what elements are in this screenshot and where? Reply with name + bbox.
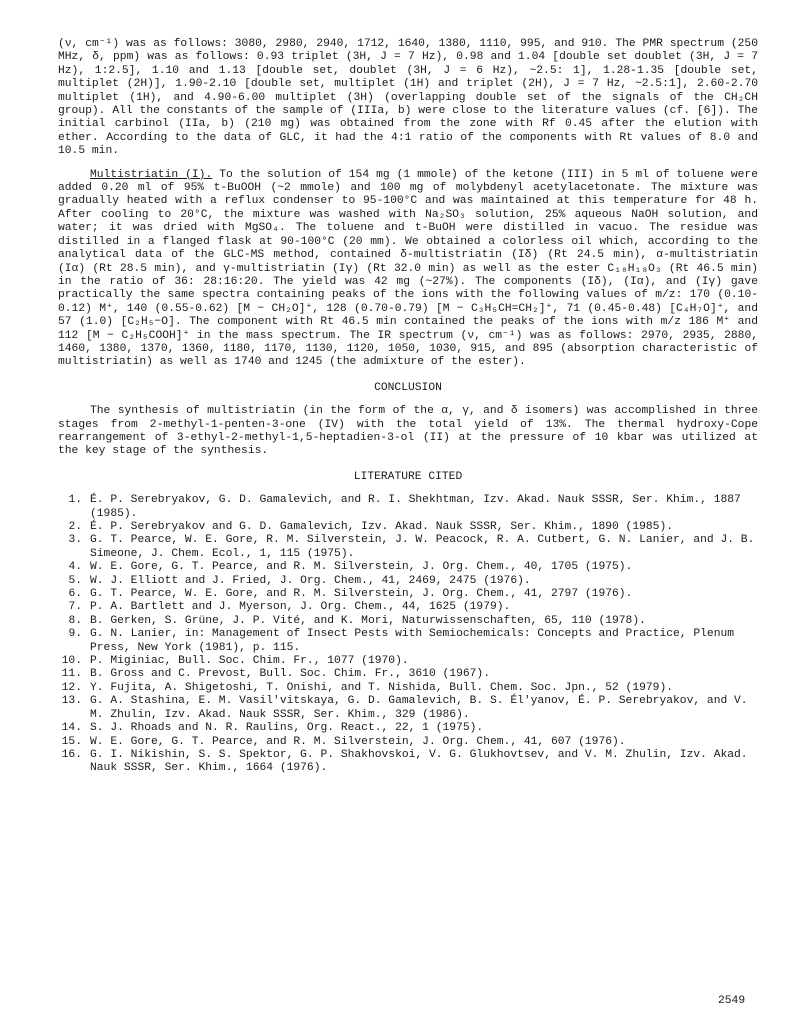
reference-item bbox=[58, 521, 758, 534]
reference-item bbox=[58, 695, 758, 722]
reference-number: 1. bbox=[68, 494, 82, 507]
reference-item bbox=[58, 655, 758, 668]
reference-number: 11. bbox=[61, 668, 82, 681]
reference-text: B. Gross and C. Prevost, Bull. Soc. Chim. Fr., 3610 (1967). bbox=[90, 668, 490, 681]
reference-item bbox=[58, 561, 758, 574]
reference-text: B. Gerken, S. Grüne, J. P. Vité, and K. Mori, Naturwissenschaften, 65, 110 (1978). bbox=[90, 614, 646, 627]
literature-cited-heading: LITERATURE CITED bbox=[353, 470, 463, 483]
reference-item bbox=[58, 494, 758, 521]
reference-item bbox=[58, 628, 758, 655]
reference-text: Y. Fujita, A. Shigetoshi, T. Onishi, and T. Nishida, Bull. Chem. Soc. Jpn., 52 (1979). bbox=[90, 681, 674, 694]
reference-text: W. E. Gore, G. T. Pearce, and R. M. Silverstein, J. Org. Chem., 40, 1705 (1975). bbox=[90, 561, 633, 574]
reference-item bbox=[58, 722, 758, 735]
multistriatin-run-in-title: Multistriatin (I). bbox=[90, 168, 213, 181]
reference-text: P. Miginiac, Bull. Soc. Chim. Fr., 1077 (1970). bbox=[90, 655, 409, 668]
reference-item bbox=[58, 749, 758, 776]
conclusion-paragraph: The synthesis of multistriatin (in the form of the α, γ, and δ isomers) was accomplished in three stages from 2-methyl-1-penten-3-one (IV) with the total yield of 13%. The thermal hydroxy-Cope rearrangement of 3-ethyl-2-methyl-1,5-heptadien-3-ol (II) at the pressure of 10 kbar was utilized at the key stage of the synthesis. bbox=[58, 405, 758, 458]
reference-number: 10. bbox=[61, 655, 82, 668]
experimental-paragraph-continued: (ν, cm⁻¹) was as follows: 3080, 2980, 2940, 1712, 1640, 1380, 1110, 995, and 910. The PMR spectrum (250 MHz, δ, ppm) was as follows: 0.93 triplet (3H, J = 7 Hz), 0.98 and 1.04 [double set doublet (3H, J = 7 Hz), 1:2.5], 1.10 and 1.13 [double set, doublet (3H, J = 6 Hz), ~2.5: 1], 1.28-1.35 [double set, multiplet (2H)], 1.90-2.10 [double set, multiplet (1H) and triplet (2H), J = 7 Hz, ~2.5:1], 2.60-2.70 multiplet (1H), and 4.90-6.00 multiplet (3H) (overlapping double set of the signals of the CH₂CH group). All the constants of the sample of (IIIa, b) were close to the literature values (cf. [6]). The initial carbinol (IIa, b) (210 mg) was obtained from the zone with Rf 0.45 after the elution with ether. According to the data of GLC, it had the 4:1 ratio of the components with Rt values of 8.0 and 10.5 min. bbox=[58, 38, 758, 158]
reference-item bbox=[58, 588, 758, 601]
reference-text: W. E. Gore, G. T. Pearce, and R. M. Silverstein, J. Org. Chem., 41, 607 (1976). bbox=[90, 735, 626, 748]
reference-text: É. P. Serebryakov, G. D. Gamalevich, and R. I. Shekhtman, Izv. Akad. Nauk SSSR, Ser. Khim., 1887 (1985). bbox=[90, 494, 741, 520]
reference-item bbox=[58, 615, 758, 628]
reference-number: 3. bbox=[68, 534, 82, 547]
reference-item bbox=[58, 668, 758, 681]
page-number: 2549 bbox=[718, 995, 746, 1007]
reference-number: 7. bbox=[68, 601, 82, 614]
reference-number: 5. bbox=[68, 574, 82, 587]
reference-text: S. J. Rhoads and N. R. Raulins, Org. React., 22, 1 (1975). bbox=[90, 722, 484, 735]
multistriatin-paragraph bbox=[58, 169, 758, 370]
reference-text: G. N. Lanier, in: Management of Insect Pests with Semiochemicals: Concepts and Practice, Plenum Press, New York (1981), p. 115. bbox=[90, 628, 735, 654]
paper-page bbox=[58, 38, 758, 776]
reference-text: G. I. Nikishin, S. S. Spektor, G. P. Shakhovskoi, V. G. Glukhovtsev, and V. M. Zhulin, Izv. Akad. Nauk SSSR, Ser. Khim., 1664 (1976). bbox=[90, 748, 748, 775]
reference-number: 8. bbox=[68, 614, 82, 627]
reference-item bbox=[58, 575, 758, 588]
reference-text: G. A. Stashina, E. M. Vasil'vitskaya, G. D. Gamalevich, B. S. Él'yanov, É. P. Serebryakov, and V. M. Zhulin, Izv. Akad. Nauk SSSR, Ser. Khim., 329 (1986). bbox=[90, 695, 748, 721]
reference-text: G. T. Pearce, W. E. Gore, R. M. Silverstein, J. W. Peacock, R. A. Cutbert, G. N. Lanier, and J. B. Simeone, J. Chem. Ecol., 1, 115 (1975). bbox=[90, 534, 755, 560]
reference-number: 12. bbox=[61, 681, 82, 694]
reference-text: G. T. Pearce, W. E. Gore, and R. M. Silverstein, J. Org. Chem., 41, 2797 (1976). bbox=[90, 588, 633, 601]
multistriatin-body: To the solution of 154 mg (1 mmole) of the ketone (III) in 5 ml of toluene were added 0.20 ml of 95% t-BuOOH (~2 mmole) and 100 mg of molybdenyl acetylacetonate. The mixture was gradually heated with a reflux condenser to 95-100°C and was maintained at this temperature for 48 h. After cooling to 20°C, the mixture was washed with Na₂SO₃ solution, 25% aqueous NaOH solution, and water; it was dried with MgSO₄. The toluene and t-BuOH were distilled in vacuo. The residue was distilled in a flanged flask at 90-100°C (20 mm). We obtained a colorless oil which, according to the analytical data of the GLC-MS method, contained δ-multistriatin (Iδ) (Rt 24.5 min), α-multistriatin (Iα) (Rt 28.5 min), and γ-multistriatin (Iγ) (Rt 32.0 min) as well as the ester C₁₀H₁₈O₃ (Rt 46.5 min) in the ratio of 36: 28:16:20. The yield was 42 mg (~27%). The components (Iδ), (Iα), and (Iγ) gave practically the same spectra containing peaks of the ions with the following values of m/z: 170 (0.10-0.12) M⁺, 140 (0.55-0.62) [M − CH₂O]⁺, 128 (0.70-0.79) [M − C₃H₅CH=CH₂]⁺, 71 (0.45-0.48) [C₄H₇O]⁺, and 57 (1.0) [C₂H₅−O]. The component with Rt 46.5 min contained the peaks of the ions with m/z 186 M⁺ and 112 [M − C₂H₅COOH]⁺ in the mass spectrum. The IR spectrum (ν, cm⁻¹) was as follows: 2970, 2935, 2880, 1460, 1380, 1370, 1360, 1180, 1170, 1130, 1120, 1050, 1030, 915, and 895 (absorption characteristic of multistriatin) as well as 1740 and 1245 (the admixture of the ester). bbox=[58, 168, 758, 369]
reference-number: 15. bbox=[61, 735, 82, 748]
reference-item bbox=[58, 534, 758, 561]
reference-number: 6. bbox=[68, 588, 82, 601]
reference-text: W. J. Elliott and J. Fried, J. Org. Chem., 41, 2469, 2475 (1976). bbox=[90, 574, 531, 587]
reference-number: 2. bbox=[68, 521, 82, 533]
reference-number: 16. bbox=[61, 748, 82, 761]
reference-item bbox=[58, 682, 758, 695]
reference-text: É. P. Serebryakov and G. D. Gamalevich, Izv. Akad. Nauk SSSR, Ser. Khim., 1890 (1985). bbox=[90, 521, 674, 533]
reference-text: P. A. Bartlett and J. Myerson, J. Org. Chem., 44, 1625 (1979). bbox=[90, 601, 511, 614]
reference-number: 14. bbox=[61, 722, 82, 735]
reference-number: 4. bbox=[68, 561, 82, 574]
reference-number: 9. bbox=[68, 628, 82, 641]
reference-item bbox=[58, 601, 758, 614]
reference-number: 13. bbox=[61, 695, 82, 708]
conclusion-heading: CONCLUSION bbox=[374, 381, 442, 394]
reference-item bbox=[58, 736, 758, 749]
reference-list bbox=[58, 494, 758, 776]
